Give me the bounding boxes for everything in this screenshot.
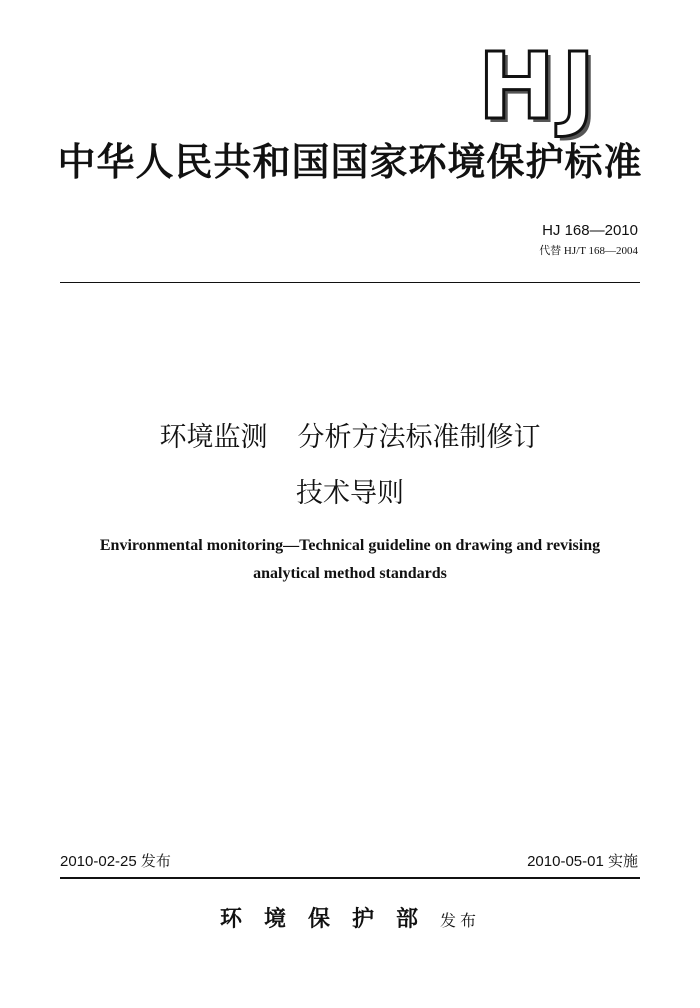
chinese-title-line-2: 技术导则 bbox=[296, 478, 404, 509]
standard-number: HJ 168—2010 bbox=[542, 222, 638, 239]
replaced-standard: 代替 HJ/T 168—2004 bbox=[539, 245, 638, 257]
publisher-name: 环境保护部 bbox=[219, 906, 440, 932]
implementation-date: 2010-05-01 实施 bbox=[527, 853, 638, 870]
org-title: 中华人民共和国国家环境保护标准 bbox=[57, 139, 643, 184]
top-divider bbox=[60, 282, 640, 283]
publisher-action: 发布 bbox=[440, 911, 481, 930]
english-title-line-1: Environmental monitoring—Technical guideline on drawing and revising bbox=[99, 537, 601, 554]
bottom-divider bbox=[60, 877, 640, 879]
publisher bbox=[60, 902, 640, 933]
chinese-title-line-1 bbox=[60, 421, 640, 455]
english-title-line-2: analytical method standards bbox=[253, 565, 447, 582]
chinese-title-part-b: 分析方法标准制修订 bbox=[297, 422, 541, 453]
hj-logo: HJ bbox=[478, 33, 602, 140]
issue-date: 2010-02-25 发布 bbox=[60, 853, 171, 870]
chinese-title-part-a: 环境监测 bbox=[159, 422, 268, 453]
